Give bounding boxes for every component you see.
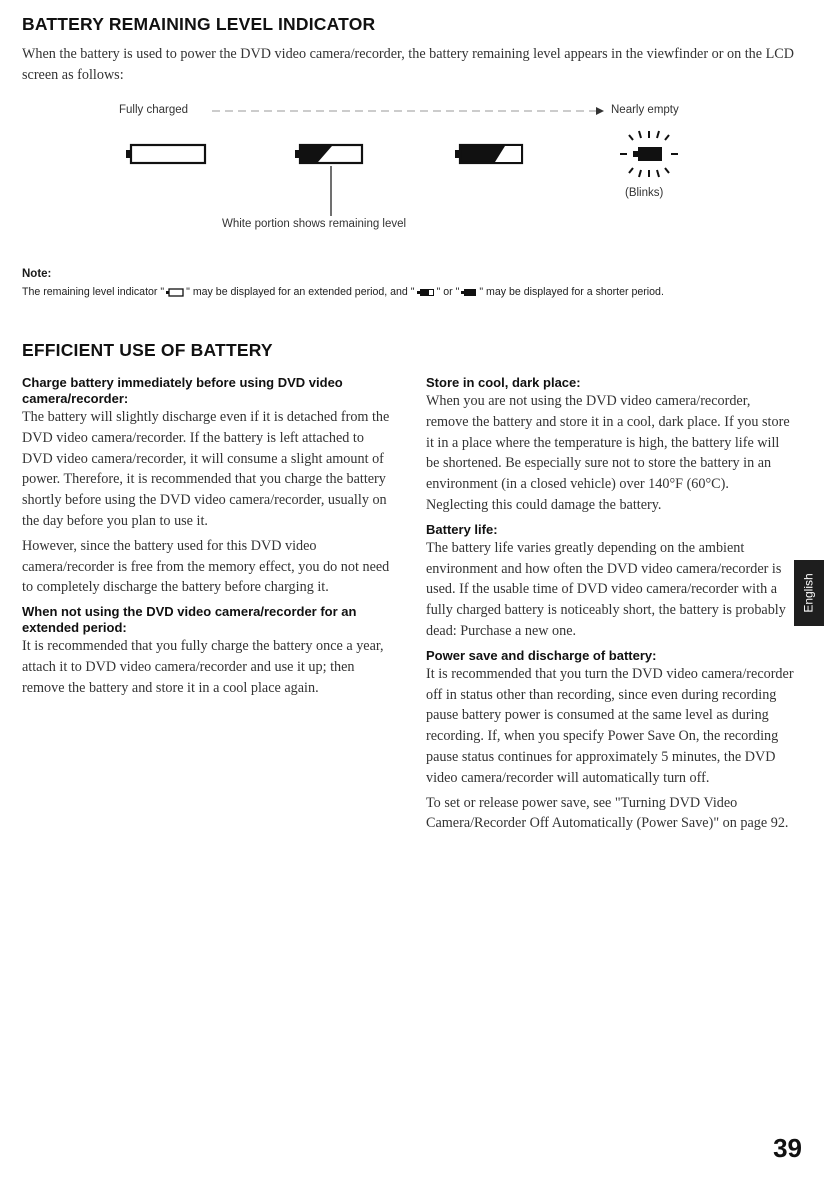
note-text-part-b: " may be displayed for an extended period, and " <box>186 286 415 298</box>
paragraph: To set or release power save, see "Turning DVD Video Camera/Recorder Off Automatically (Power Save)" on page 92. <box>426 794 789 832</box>
language-side-tab <box>794 560 824 626</box>
paragraph: The battery will slightly discharge even if it is detached from the DVD video camera/recorder. If the battery is left attached to DVD video camera/recorder, it will consume a slight amount of power. Therefore, it is recommended that you charge the battery shortly before using the DVD video camera/recorder, usually on the day before you plan to use it. <box>22 409 390 529</box>
note-title: Note: <box>22 268 52 280</box>
battery-icon-partial <box>295 145 362 163</box>
label-blinks: (Blinks) <box>625 187 664 199</box>
label-nearly-empty: Nearly empty <box>611 104 679 116</box>
intro-paragraph: When the battery is used to power the DVD video camera/recorder, the battery remaining level appears in the viewfinder or on the LCD screen as follows: <box>22 46 794 83</box>
subheading-extended-storage: When not using the DVD video camera/recorder for an extended period: <box>22 604 357 636</box>
paragraph: When you are not using the DVD video camera/recorder, remove the battery and store it in a cool, dark place. If you store it in a place where the temperature is high, the battery life will be shortened. Be especially sure not to store the battery in an environment (in a closed vehicle) over 140°F (60°C). Neglecting this could damage the battery. <box>426 393 790 513</box>
language-label: English <box>802 573 817 613</box>
subheading-battery-life: Battery life: <box>426 521 498 537</box>
note-text-part-a: The remaining level indicator " <box>22 286 165 298</box>
section-title-efficient-use: EFFICIENT USE OF BATTERY <box>22 340 273 360</box>
diagram-caption: White portion shows remaining level <box>222 218 407 230</box>
note-text <box>22 285 792 299</box>
paragraph: However, since the battery used for this DVD video camera/recorder is free from the memory effect, you do not need to completely discharge the battery before charging it. <box>22 537 390 596</box>
battery-full-inline-icon <box>166 288 184 297</box>
battery-level-diagram <box>100 100 720 240</box>
subheading-store-cool-dark: Store in cool, dark place: <box>426 375 581 390</box>
direction-arrowhead <box>596 107 604 115</box>
section-title-battery-indicator: BATTERY REMAINING LEVEL INDICATOR <box>22 14 376 34</box>
paragraph: It is recommended that you fully charge the battery once a year, attach it to DVD video camera/recorder and use it up; then remove the battery and store it in a cool place again. <box>22 638 384 696</box>
paragraph: It is recommended that you turn the DVD video camera/recorder off in status other than recording, since even during recording pause battery power is consumed at the same level as during recording. If, when you specify Power Save On, the recording pause status continues for approximately 5 minutes, the DVD video camera/recorder will automatically turn off. <box>426 665 794 786</box>
left-column <box>22 375 390 705</box>
battery-icon-low <box>455 145 522 163</box>
label-fully-charged: Fully charged <box>119 104 189 116</box>
subheading-power-save: Power save and discharge of battery: <box>426 647 657 663</box>
battery-icon-empty-blinking <box>620 131 678 177</box>
battery-low-inline-icon <box>417 288 435 297</box>
battery-diagram-graphics <box>100 100 720 240</box>
battery-empty-inline-icon <box>461 288 477 297</box>
note-text-part-c: " or " <box>436 286 460 298</box>
right-column <box>426 375 794 840</box>
note-text-part-d: " may be displayed for a shorter period. <box>479 286 664 298</box>
battery-icon-full <box>126 145 205 163</box>
subheading-charge-before-use: Charge battery immediately before using DVD video camera/recorder: <box>22 375 343 406</box>
paragraph: The battery life varies greatly depending on the ambient environment and how often the DVD video camera/recorder is used. If the usable time of DVD video camera/recorder with a fully charged battery is noticeably short, the battery is probably dead: Purchase a new one. <box>426 539 786 639</box>
page-number: 39 <box>773 1133 802 1163</box>
